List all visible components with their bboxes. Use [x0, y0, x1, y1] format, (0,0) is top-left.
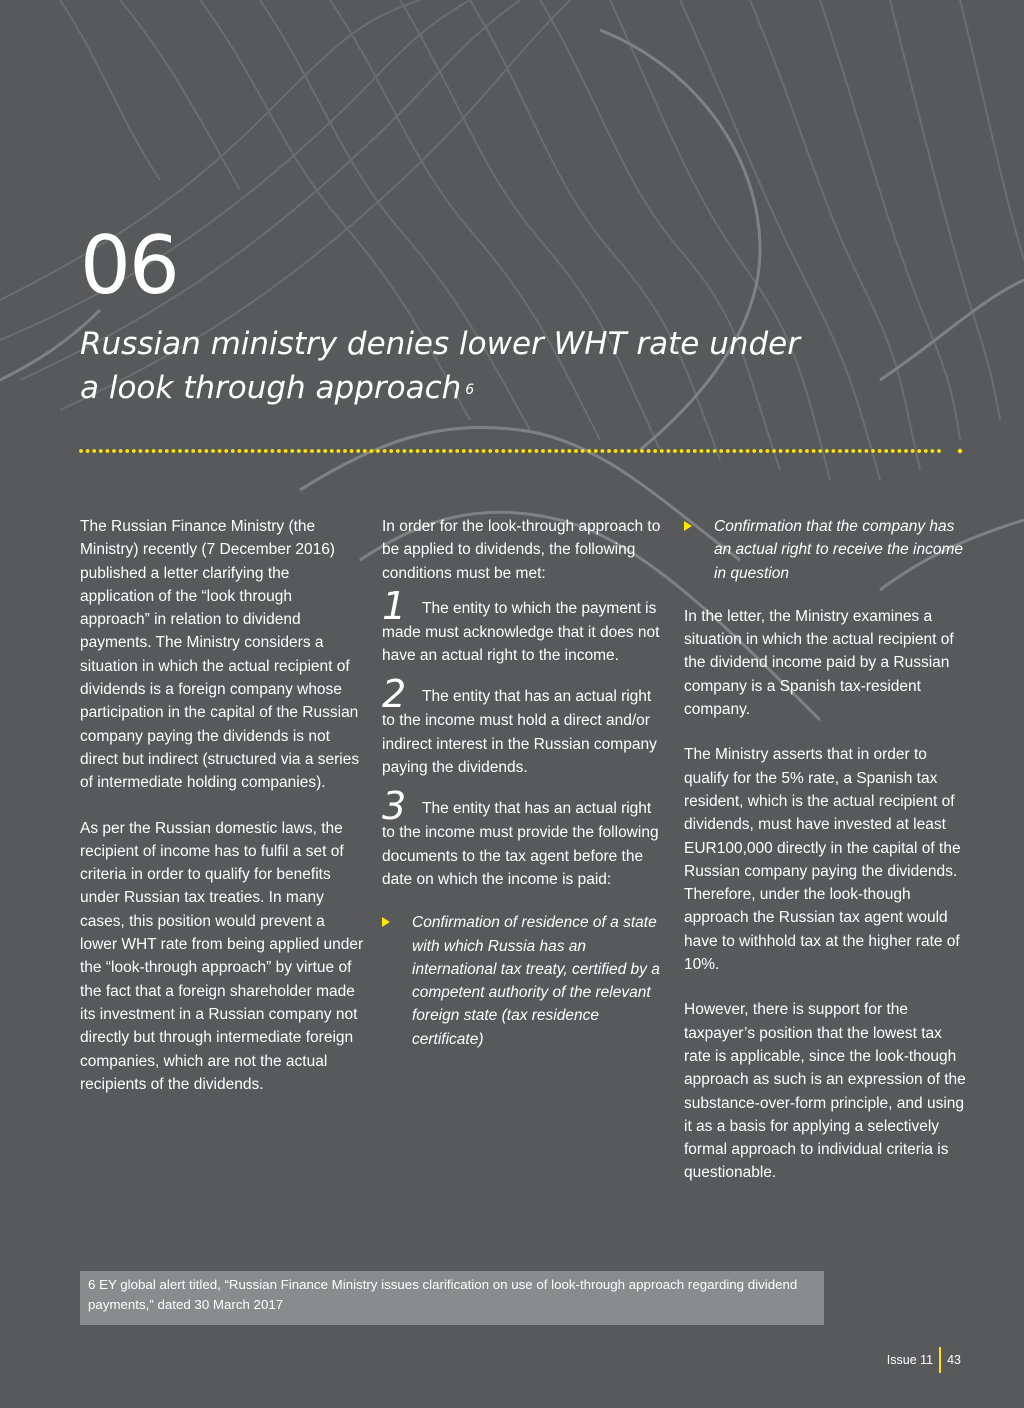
section-number: 06	[80, 219, 178, 312]
condition-number: 2	[382, 672, 407, 717]
ministry-letter-paragraph: In the letter, the Ministry examines a situation in which the actual recipient of the dividend income paid by a Russian company is a Spanish tax-resident company.	[684, 607, 954, 719]
column-1	[80, 515, 365, 1118]
condition-text: The entity to which the payment is made must acknowledge that it does not have an actual right to the income.	[382, 599, 660, 665]
footnote-box: 6 EY global alert titled, “Russian Finance Ministry issues clarification on use of look-through approach regarding dividend payments,” dated 30 March 2017	[80, 1271, 824, 1325]
bullet-item	[382, 911, 667, 1051]
domestic-law-paragraph: As per the Russian domestic laws, the recipient of income has to fulfil a set of criteria in order to qualify for benefits under Russian tax treaties. In many cases, this position would prevent a lower WHT rate from being applied under the “look-through approach” by virtue of the fact that a foreign shareholder made its investment in a Russian company not directly but through intermediate foreign companies, which are not the actual recipients of the dividends.	[80, 819, 364, 1093]
condition-number: 3	[382, 784, 407, 829]
issue-label: Issue 11	[886, 1353, 934, 1367]
condition-item	[382, 672, 667, 779]
condition-item	[382, 583, 667, 668]
page-number: 43	[947, 1353, 961, 1367]
intro-paragraph: The Russian Finance Ministry (the Ministry) recently (7 December 2016) published a letter clarifying the application of the “look through approach” in relation to dividend payments. The Ministry considers a situation in which the actual recipient of dividends is a foreign company whose participation in the capital of the Russian company paying the dividends is not direct but indirect (structured via a series of intermediate holding companies).	[80, 518, 360, 792]
title-footnote-ref: 6	[465, 382, 475, 398]
column-2	[382, 515, 667, 1071]
article-title	[80, 322, 880, 410]
title-line-1: Russian ministry denies lower WHT rate under	[80, 326, 800, 362]
taxpayer-support-paragraph: However, there is support for the taxpayer’s position that the lowest tax rate is applicable, since the look-though approach as such is an expression of the substance-over-form principle, and using it as a basis for applying a selectively formal approach to individual criteria is questionable.	[684, 1001, 966, 1182]
triangle-bullet-icon	[382, 917, 390, 927]
ministry-asserts-paragraph: The Ministry asserts that in order to qualify for the 5% rate, a Spanish tax resident, which is the actual recipient of dividends, must have invested at least EUR100,000 directly in the capital of the Russian company paying the dividends. Therefore, under the look-though approach the Russian tax agent would have to withhold tax at the higher rate of 10%.	[684, 746, 961, 974]
bullet-text: Confirmation that the company has an actual right to receive the income in question	[714, 518, 963, 582]
footer-divider	[939, 1347, 941, 1373]
dotted-divider	[78, 446, 968, 456]
bullet-text: Confirmation of residence of a state with which Russia has an international tax treaty, certified by a competent authority of the relevant foreign state (tax residence certificate)	[412, 914, 660, 1048]
conditions-intro: In order for the look-through approach to be applied to dividends, the following conditions must be met:	[382, 518, 661, 582]
condition-text: The entity that has an actual right to the income must hold a direct and/or indirect interest in the Russian company paying the dividends.	[382, 688, 657, 777]
condition-number: 1	[382, 583, 407, 628]
title-line-2: a look through approach	[80, 370, 462, 406]
bullet-item	[684, 515, 969, 585]
condition-item	[382, 784, 667, 891]
triangle-bullet-icon	[684, 521, 692, 531]
column-3	[684, 515, 969, 1207]
condition-text: The entity that has an actual right to the income must provide the following documents to the tax agent before the date on which the income is paid:	[382, 800, 659, 888]
page-footer	[887, 1347, 961, 1373]
